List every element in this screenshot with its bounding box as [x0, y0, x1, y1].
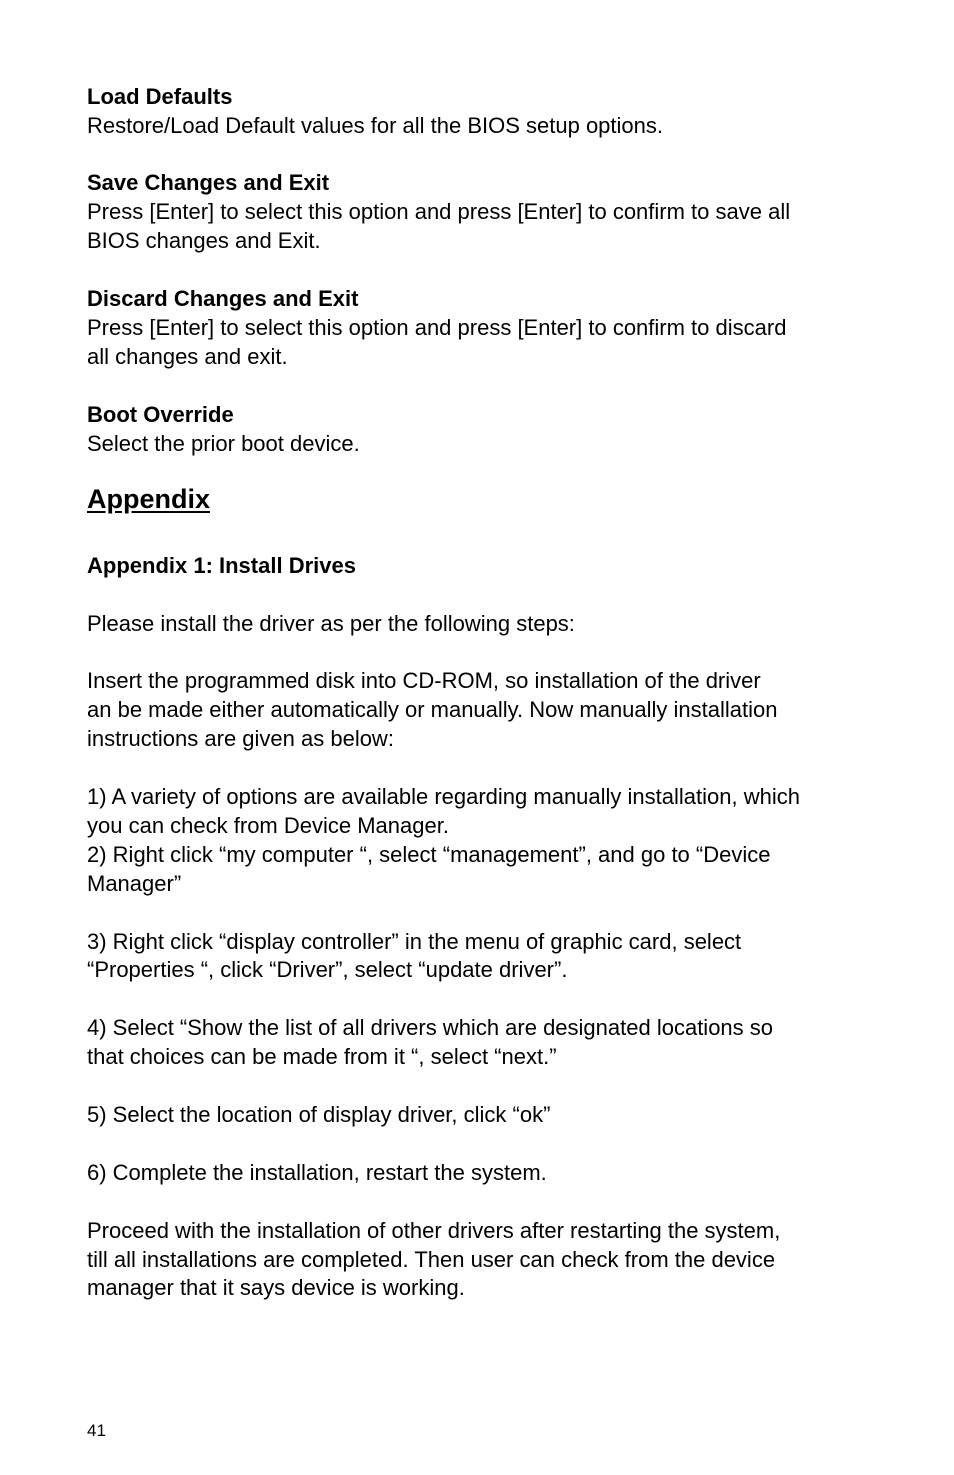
proceed-line-2: till all installations are completed. Then user can check from the device	[87, 1247, 776, 1272]
appendix-subtitle: Appendix 1: Install Drives	[87, 553, 356, 578]
appendix-intro: Please install the driver as per the following steps:	[87, 611, 575, 636]
section-text-save-changes-line-1: Press [Enter] to select this option and press [Enter] to confirm to save all	[87, 199, 791, 224]
insert-line-3: instructions are given as below:	[87, 726, 394, 751]
step-2-line-2: Manager”	[87, 871, 182, 896]
section-text-discard-changes-line-2: all changes and exit.	[87, 344, 288, 369]
section-heading-load-defaults: Load Defaults	[87, 84, 233, 109]
insert-line-1: Insert the programmed disk into CD-ROM, so installation of the driver	[87, 668, 761, 693]
section-heading-boot-override: Boot Override	[87, 402, 234, 427]
insert-line-2: an be made either automatically or manually. Now manually installation	[87, 697, 778, 722]
step-4-line-1: 4) Select “Show the list of all drivers which are designated locations so	[87, 1015, 774, 1040]
step-2-line-1: 2) Right click “my computer “, select “management”, and go to “Device	[87, 842, 771, 867]
step-1-line-1: 1) A variety of options are available regarding manually installation, which	[87, 784, 800, 809]
appendix-title: Appendix	[87, 484, 211, 514]
section-text-boot-override: Select the prior boot device.	[87, 431, 360, 456]
section-text-discard-changes-line-1: Press [Enter] to select this option and press [Enter] to confirm to discard	[87, 315, 787, 340]
step-3-line-1: 3) Right click “display controller” in the menu of graphic card, select	[87, 929, 742, 954]
step-5: 5) Select the location of display driver, click “ok”	[87, 1102, 551, 1127]
section-heading-discard-changes: Discard Changes and Exit	[87, 286, 359, 311]
proceed-line-1: Proceed with the installation of other drivers after restarting the system,	[87, 1218, 781, 1243]
page-number: 41	[87, 1421, 106, 1440]
step-4-line-2: that choices can be made from it “, select “next.”	[87, 1044, 557, 1069]
proceed-line-3: manager that it says device is working.	[87, 1275, 465, 1300]
step-1-line-2: you can check from Device Manager.	[87, 813, 449, 838]
section-text-load-defaults: Restore/Load Default values for all the BIOS setup options.	[87, 113, 663, 138]
step-6: 6) Complete the installation, restart the system.	[87, 1160, 547, 1185]
step-3-line-2: “Properties “, click “Driver”, select “update driver”.	[87, 957, 568, 982]
section-text-save-changes-line-2: BIOS changes and Exit.	[87, 228, 321, 253]
section-heading-save-changes: Save Changes and Exit	[87, 170, 330, 195]
